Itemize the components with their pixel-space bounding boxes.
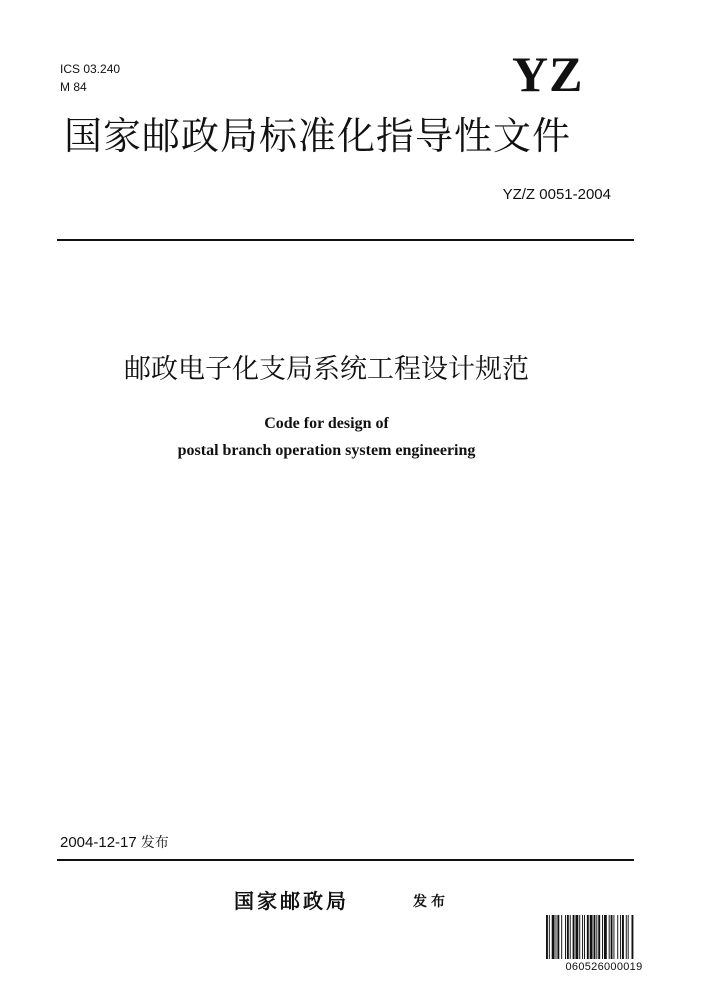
issue-date: 2004-12-17	[60, 834, 137, 851]
barcode-bar	[602, 915, 603, 959]
classification-code: M 84	[60, 80, 87, 94]
barcode-bar	[622, 915, 624, 959]
title-chinese	[0, 350, 711, 390]
header-codes	[60, 60, 120, 96]
barcode-bar	[584, 915, 585, 959]
barcode-bars	[545, 915, 663, 959]
barcode	[545, 915, 663, 974]
issuer-name: 国家邮政局	[234, 889, 349, 913]
barcode-bar	[582, 915, 583, 959]
barcode-bar	[628, 915, 629, 959]
barcode-bar	[613, 915, 614, 959]
bottom-divider	[57, 859, 634, 861]
document-type-title: 国家邮政局标准化指导性文件	[64, 114, 572, 158]
barcode-bar	[549, 915, 550, 959]
barcode-bar	[611, 915, 613, 959]
standard-logo: YZ	[512, 46, 584, 102]
ics-code: ICS 03.240	[60, 62, 121, 76]
barcode-bar	[561, 915, 562, 959]
title-english-line-2-text: postal branch operation system engineering	[177, 442, 476, 459]
barcode-bar	[579, 915, 580, 959]
barcode-bar	[632, 915, 634, 959]
barcode-bar	[609, 915, 610, 959]
barcode-bar	[620, 915, 621, 959]
barcode-bar	[552, 915, 555, 959]
barcode-bar	[573, 915, 575, 959]
title-english-line-1-text: Code for design of	[264, 415, 389, 432]
barcode-bar	[557, 915, 559, 959]
barcode-bar	[617, 915, 618, 959]
barcode-bar	[626, 915, 627, 959]
barcode-bar	[587, 915, 589, 959]
issuer-suffix: 发布	[413, 894, 449, 910]
barcode-number: 060526000019	[565, 961, 643, 973]
title-english-line-1	[0, 410, 711, 437]
top-divider	[57, 239, 634, 241]
barcode-bar	[567, 915, 569, 959]
issue-date-line	[60, 832, 169, 854]
barcode-bar	[546, 915, 548, 959]
barcode-bar	[565, 915, 566, 959]
title-english-line-2	[0, 437, 711, 464]
title-chinese-text: 邮政电子化支局系统工程设计规范	[124, 354, 529, 385]
barcode-bar	[594, 915, 596, 959]
barcode-bar	[596, 915, 597, 959]
issue-date-suffix: 发布	[140, 835, 169, 851]
barcode-bar	[598, 915, 600, 959]
barcode-bar	[570, 915, 571, 959]
document-number: YZ/Z 0051-2004	[502, 186, 611, 203]
barcode-bar	[556, 915, 557, 959]
barcode-bar	[590, 915, 593, 959]
barcode-bar	[575, 915, 578, 959]
barcode-bar	[604, 915, 607, 959]
